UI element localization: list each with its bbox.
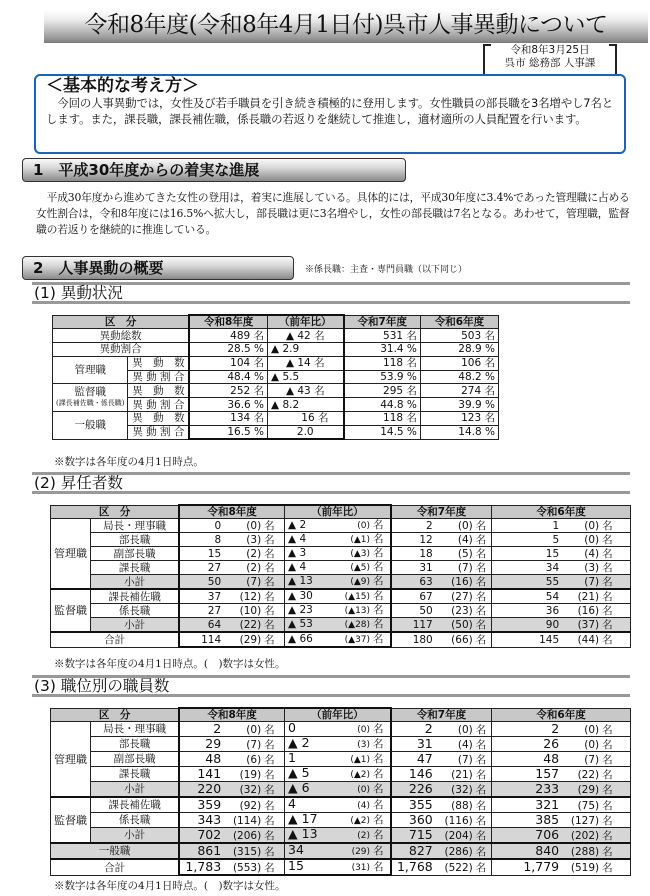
table-row: 異動総数 489 名 ▲ 42 名 531 名 503 名 xyxy=(53,329,499,343)
table-header-row: 区 分 令和8年度 （前年比） 令和7年度 令和6年度 xyxy=(51,505,631,519)
table-row: 係長職 27 (10) 名 ▲ 23 (▲13) 名 50 (23) 名 36 (16) 名 xyxy=(51,604,631,618)
table-row: 異 動 割 合 48.4 % ▲ 5.5 53.9 % 48.2 % xyxy=(53,370,499,384)
table-row: 課長職 141 (19) 名 ▲ 5 (▲2) 名 146 (21) 名 157 (22) 名 xyxy=(51,767,631,782)
table-row: 小計 64 (22) 名 ▲ 53 (▲28) 名 117 (50) 名 90 (37) 名 xyxy=(51,618,631,633)
basic-policy-title: ＜基本的な考え方＞ xyxy=(46,76,199,96)
table-row: 部長職 8 (3) 名 ▲ 4 (▲1) 名 12 (4) 名 5 (0) 名 xyxy=(51,533,631,547)
table3-footnote: ※数字は各年度の4月1日時点。( )数字は女性。 xyxy=(54,880,286,892)
basic-policy-box xyxy=(34,74,626,154)
table-row: 一般職 861 (315) 名 34 (29) 名 827 (286) 名 840 (288) 名 xyxy=(51,843,631,859)
table-row: 管理職 異 動 数 104 名 ▲ 14 名 118 名 106 名 xyxy=(53,356,499,370)
section-2-heading: 2 人事異動の概要 xyxy=(22,256,294,280)
section-1-heading: 1 平成30年度からの着実な進展 xyxy=(22,158,406,182)
table-row: 副部長職 15 (2) 名 ▲ 3 (▲3) 名 18 (5) 名 15 (4) 名 xyxy=(51,547,631,561)
issue-stamp xyxy=(483,44,617,72)
table-row: 小計 702 (206) 名 ▲ 13 (2) 名 715 (204) 名 706 (202) 名 xyxy=(51,828,631,844)
issuing-department: 呉市 総務部 人事課 xyxy=(504,57,596,69)
table-row: 監督職 課長補佐職 37 (12) 名 ▲ 30 (▲15) 名 67 (27) 名 54 (21) 名 xyxy=(51,589,631,604)
table-row: 小計 50 (7) 名 ▲ 13 (▲9) 名 63 (16) 名 55 (7) 名 xyxy=(51,575,631,590)
table1-heading: (1) 異動状況 xyxy=(32,282,630,304)
table-row: 課長職 27 (2) 名 ▲ 4 (▲5) 名 31 (7) 名 34 (3) 名 xyxy=(51,561,631,575)
table-row: 管理職 局長・理事職 2 (0) 名 0 (0) 名 2 (0) 名 2 (0) 名 xyxy=(51,722,631,737)
group-label-kanri: 管理職 xyxy=(51,519,91,590)
table-row: 小計 220 (32) 名 ▲ 6 (0) 名 226 (32) 名 233 (29) 名 xyxy=(51,782,631,798)
table-row: 監督職 課長補佐職 359 (92) 名 4 (4) 名 355 (88) 名 321 (75) 名 xyxy=(51,797,631,813)
table-row: 異動割合 28.5 % ▲ 2.9 31.4 % 28.9 % xyxy=(53,343,499,357)
basic-policy-body: 今回の人事異動では，女性及び若手職員を引き続き積極的に登用します。女性職員の部長職を3名増やし7名とします。また，課長職，課長補佐職，係長職の若返りを継続して推進し，適材適所の人員配置を行います。 xyxy=(46,96,614,126)
staff-by-position-table xyxy=(50,707,631,876)
table3-heading: (3) 職位別の職員数 xyxy=(32,675,630,697)
transfer-status-table xyxy=(52,314,499,440)
promotions-table xyxy=(50,504,631,648)
table-header-row: 区 分 令和8年度 （前年比） 令和7年度 令和6年度 xyxy=(53,315,499,329)
table-row: 部長職 29 (7) 名 ▲ 2 (3) 名 31 (4) 名 26 (0) 名 xyxy=(51,737,631,752)
table1-footnote: ※数字は各年度の4月1日時点。 xyxy=(54,456,204,468)
table-row: 合計 1,783 (553) 名 15 (31) 名 1,768 (522) 名 1,779 (519) 名 xyxy=(51,859,631,875)
table-row: 副部長職 48 (6) 名 1 (▲1) 名 47 (7) 名 48 (7) 名 xyxy=(51,752,631,767)
section-1-body: 平成30年度から進めてきた女性の登用は，着実に進展している。具体的には，平成30年度に3.4%であった管理職に占める女性割合は，令和8年度には16.5%へ拡大し，部長職は更に3名増やし，女性の部長職は7名となる。あわせて，管理職，監督職の若返りを継続的に推進している。 xyxy=(36,191,630,236)
table2-heading: (2) 昇任者数 xyxy=(32,472,630,494)
table-header-row: 区 分 令和8年度 （前年比） 令和7年度 令和6年度 xyxy=(51,708,631,722)
table-row: 合計 114 (29) 名 ▲ 66 (▲37) 名 180 (66) 名 145 (44) 名 xyxy=(51,632,631,647)
table-row: 一般職 異 動 数 134 名 16 名 118 名 123 名 xyxy=(53,412,499,426)
group-label-kantoku: 監督職 xyxy=(51,589,91,632)
table-row: 管理職 局長・理事職 0 (0) 名 ▲ 2 (0) 名 2 (0) 名 1 (0) 名 xyxy=(51,519,631,533)
section-2-note: ※係長職：主査・専門員職（以下同じ） xyxy=(305,265,468,275)
table2-footnote: ※数字は各年度の4月1日時点。( )数字は女性。 xyxy=(54,658,286,670)
page-title: 令和8年度(令和8年4月1日付)呉市人事異動について xyxy=(84,12,608,38)
table-row: 監督職 (課長補佐職・係長職) 異 動 数 252 名 ▲ 43 名 295 名 274 名 xyxy=(53,384,499,398)
table-row: 係長職 343 (114) 名 ▲ 17 (▲2) 名 360 (116) 名 385 (127) 名 xyxy=(51,813,631,828)
group-label-kantoku: 監督職 xyxy=(51,797,91,843)
issue-date: 令和8年3月25日 xyxy=(510,44,590,56)
group-label-kanri: 管理職 xyxy=(51,722,91,798)
table-row: 異 動 割 合 16.5 % 2.0 14.5 % 14.8 % xyxy=(53,425,499,439)
table-row: 異 動 割 合 36.6 % ▲ 8.2 44.8 % 39.9 % xyxy=(53,398,499,412)
